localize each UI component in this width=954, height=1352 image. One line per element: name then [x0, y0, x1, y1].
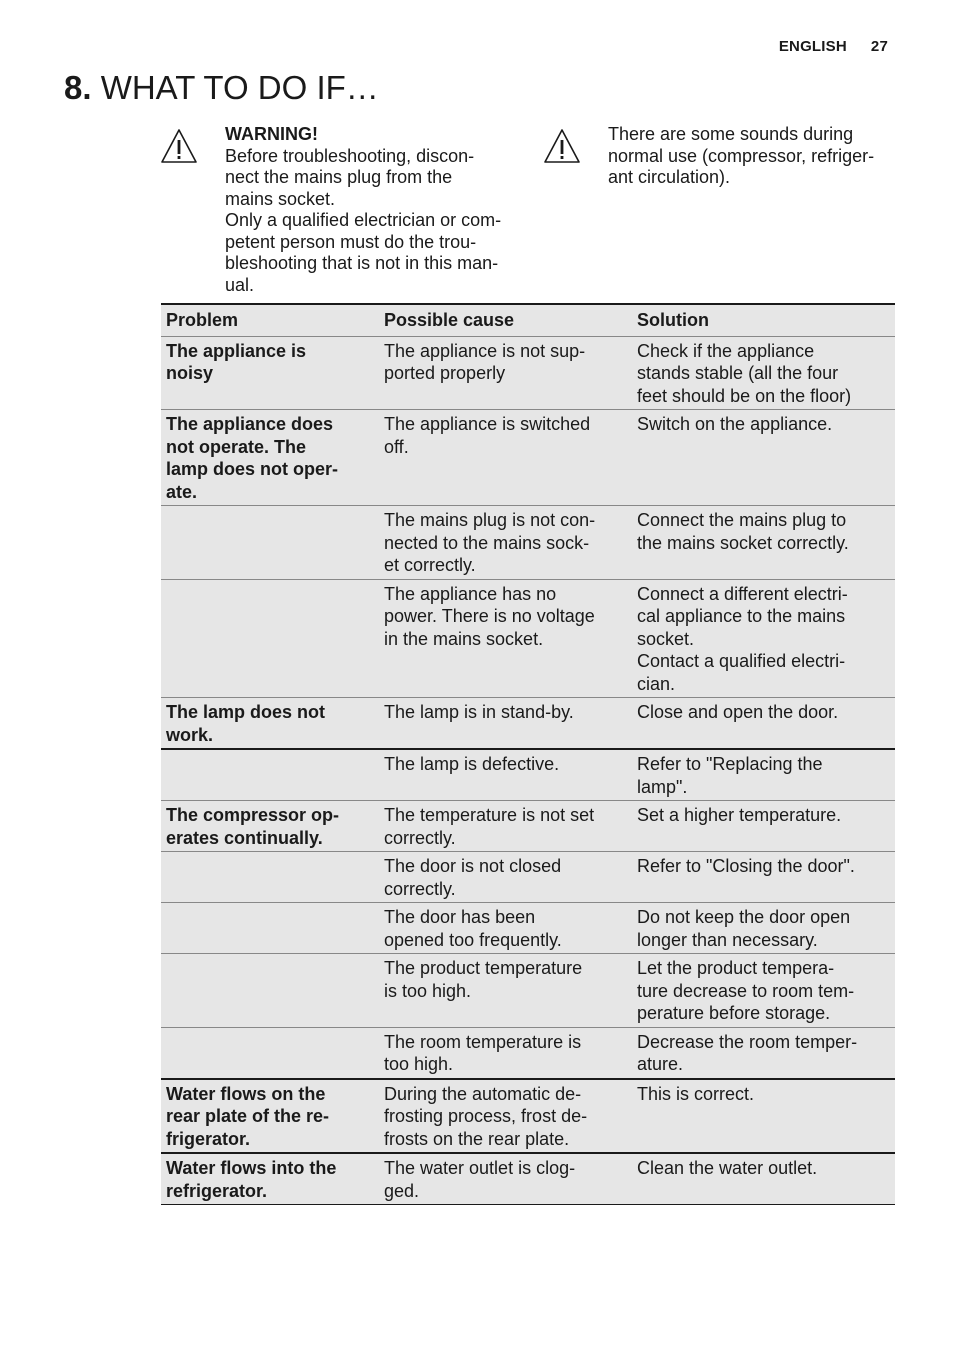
table-row	[161, 579, 895, 698]
cell-line: frosting process, frost de-	[384, 1106, 588, 1126]
problem-cell	[161, 506, 379, 580]
solution-cell	[632, 852, 895, 903]
cell-line: Let the product tempera-	[637, 958, 835, 978]
cell-line: perature before storage.	[637, 1003, 831, 1023]
cell-line: The lamp is defective.	[384, 754, 560, 774]
solution-cell	[632, 506, 895, 580]
cell-line: is too high.	[384, 980, 472, 1001]
page-header	[779, 38, 888, 55]
cause-cell	[379, 954, 632, 1028]
cell-line: Do not keep the door open	[637, 907, 851, 927]
cell-line: off.	[384, 436, 409, 457]
table-row	[161, 1027, 895, 1079]
caution-triangle-icon	[543, 128, 581, 164]
cell-line: During the automatic de-	[384, 1083, 582, 1104]
page-number: 27	[870, 38, 888, 55]
table-row	[161, 954, 895, 1028]
cell-line: The appliance is	[166, 340, 307, 361]
problem-cell	[161, 801, 379, 852]
cause-cell	[379, 749, 632, 801]
warning-line: nect the mains plug from the	[225, 167, 453, 187]
cell-line: The product temperature	[384, 958, 583, 978]
info-text	[608, 124, 893, 189]
cell-line: feet should be on the floor)	[637, 385, 852, 406]
cell-line: This is correct.	[637, 1083, 755, 1104]
warning-text	[225, 124, 525, 296]
cell-line: opened too frequently.	[384, 929, 562, 950]
table-row	[161, 801, 895, 852]
cell-line: cian.	[637, 673, 676, 694]
cell-line: Close and open the door.	[637, 702, 839, 722]
cell-line: socket.	[637, 628, 695, 649]
solution-cell	[632, 336, 895, 410]
section-title	[64, 66, 379, 110]
cause-cell	[379, 852, 632, 903]
cell-line: lamp does not oper-	[166, 459, 339, 479]
info-line: ant circulation).	[608, 167, 731, 187]
cell-line: The compressor op-	[166, 805, 340, 825]
solution-cell	[632, 903, 895, 954]
language-label: ENGLISH	[778, 38, 847, 55]
header-cause: Possible cause	[379, 304, 632, 336]
solution-cell	[632, 1027, 895, 1079]
warning-triangle-icon	[160, 128, 198, 164]
cell-line: refrigerator.	[166, 1180, 268, 1201]
problem-cell	[161, 1153, 379, 1205]
header-problem: Problem	[161, 304, 379, 336]
solution-cell	[632, 410, 895, 506]
cell-line: in the mains socket.	[384, 628, 544, 649]
cell-line: erates continually.	[166, 827, 323, 848]
cell-line: The appliance is switched	[384, 414, 591, 434]
cell-line: rear plate of the re-	[166, 1106, 330, 1126]
problem-cell	[161, 579, 379, 698]
solution-cell	[632, 954, 895, 1028]
cell-line: longer than necessary.	[637, 929, 818, 950]
problem-cell	[161, 749, 379, 801]
problem-cell	[161, 410, 379, 506]
cell-line: correctly.	[384, 878, 456, 899]
cell-line: Clean the water outlet.	[637, 1158, 818, 1178]
info-line: There are some sounds during	[608, 124, 854, 144]
problem-cell	[161, 698, 379, 750]
cause-cell	[379, 903, 632, 954]
warning-line: Before troubleshooting, discon-	[225, 145, 475, 166]
warning-body	[225, 146, 525, 297]
cell-line: The water outlet is clog-	[384, 1158, 576, 1178]
cell-line: Switch on the appliance.	[637, 414, 833, 434]
cause-cell	[379, 506, 632, 580]
table-row	[161, 1079, 895, 1154]
cause-cell	[379, 1079, 632, 1154]
cell-line: stands stable (all the four	[637, 363, 839, 383]
cell-line: power. There is no voltage	[384, 606, 595, 626]
section-number: 8.	[64, 69, 92, 106]
cell-line: frosts on the rear plate.	[384, 1128, 570, 1149]
solution-cell	[632, 698, 895, 750]
section-title-text: WHAT TO DO IF…	[100, 69, 379, 106]
problem-cell	[161, 852, 379, 903]
solution-cell	[632, 801, 895, 852]
problem-cell	[161, 1027, 379, 1079]
cell-line: ate.	[166, 481, 198, 502]
cell-line: frigerator.	[166, 1128, 251, 1149]
cell-line: nected to the mains sock-	[384, 532, 590, 553]
cell-line: The temperature is not set	[384, 805, 595, 825]
cell-line: Contact a qualified electri-	[637, 651, 846, 671]
warning-line: bleshooting that is not in this man-	[225, 253, 499, 273]
header-solution: Solution	[632, 304, 895, 336]
table-row	[161, 1153, 895, 1205]
cell-line: The door is not closed	[384, 856, 562, 876]
cell-line: The appliance has no	[384, 583, 557, 604]
table-row	[161, 698, 895, 750]
cell-line: The room temperature is	[384, 1031, 582, 1052]
cell-line: The door has been	[384, 907, 536, 927]
cell-line: Connect the mains plug to	[637, 510, 847, 530]
cause-cell	[379, 1027, 632, 1079]
solution-cell	[632, 1079, 895, 1154]
cell-line: noisy	[166, 363, 214, 383]
cell-line: The appliance does	[166, 414, 334, 434]
warning-line: ual.	[225, 274, 255, 295]
cell-line: et correctly.	[384, 555, 476, 575]
table-row	[161, 506, 895, 580]
cell-line: Decrease the room temper-	[637, 1031, 858, 1052]
cell-line: cal appliance to the mains	[637, 606, 846, 626]
cell-line: ged.	[384, 1180, 420, 1201]
cell-line: ature.	[637, 1054, 684, 1074]
cell-line: Refer to "Replacing the	[637, 754, 823, 774]
troubleshooting-table	[161, 303, 895, 1205]
cell-line: correctly.	[384, 827, 456, 848]
cell-line: Refer to "Closing the door".	[637, 856, 855, 876]
cause-cell	[379, 336, 632, 410]
cell-line: the mains socket correctly.	[637, 532, 849, 553]
cell-line: The lamp does not	[166, 702, 326, 722]
table-body	[161, 336, 895, 1205]
cause-cell	[379, 410, 632, 506]
cell-line: The mains plug is not con-	[384, 510, 596, 530]
table-row	[161, 410, 895, 506]
cell-line: The lamp is in stand-by.	[384, 702, 574, 722]
cell-line: ture decrease to room tem-	[637, 980, 855, 1001]
problem-cell	[161, 903, 379, 954]
cell-line: Check if the appliance	[637, 340, 815, 361]
cell-line: not operate. The	[166, 436, 307, 457]
info-line: normal use (compressor, refriger-	[608, 145, 875, 166]
warning-heading: WARNING!	[225, 124, 318, 144]
solution-cell	[632, 579, 895, 698]
table-row	[161, 852, 895, 903]
solution-cell	[632, 749, 895, 801]
cell-line: The appliance is not sup-	[384, 340, 586, 361]
cell-line: too high.	[384, 1054, 454, 1074]
solution-cell	[632, 1153, 895, 1205]
table-row	[161, 336, 895, 410]
cause-cell	[379, 579, 632, 698]
cause-cell	[379, 1153, 632, 1205]
cause-cell	[379, 801, 632, 852]
problem-cell	[161, 1079, 379, 1154]
cell-line: Water flows into the	[166, 1158, 337, 1178]
warning-line: petent person must do the trou-	[225, 231, 477, 252]
table-row	[161, 749, 895, 801]
warning-line: mains socket.	[225, 188, 336, 209]
cause-cell	[379, 698, 632, 750]
cell-line: Set a higher temperature.	[637, 805, 842, 825]
cell-line: work.	[166, 724, 214, 745]
table-row	[161, 903, 895, 954]
cell-line: lamp".	[637, 776, 688, 797]
problem-cell	[161, 954, 379, 1028]
table-header-row	[161, 304, 895, 336]
problem-cell	[161, 336, 379, 410]
cell-line: Water flows on the	[166, 1083, 326, 1104]
warning-line: Only a qualified electrician or com-	[225, 210, 502, 230]
cell-line: ported properly	[384, 363, 506, 383]
cell-line: Connect a different electri-	[637, 583, 848, 604]
